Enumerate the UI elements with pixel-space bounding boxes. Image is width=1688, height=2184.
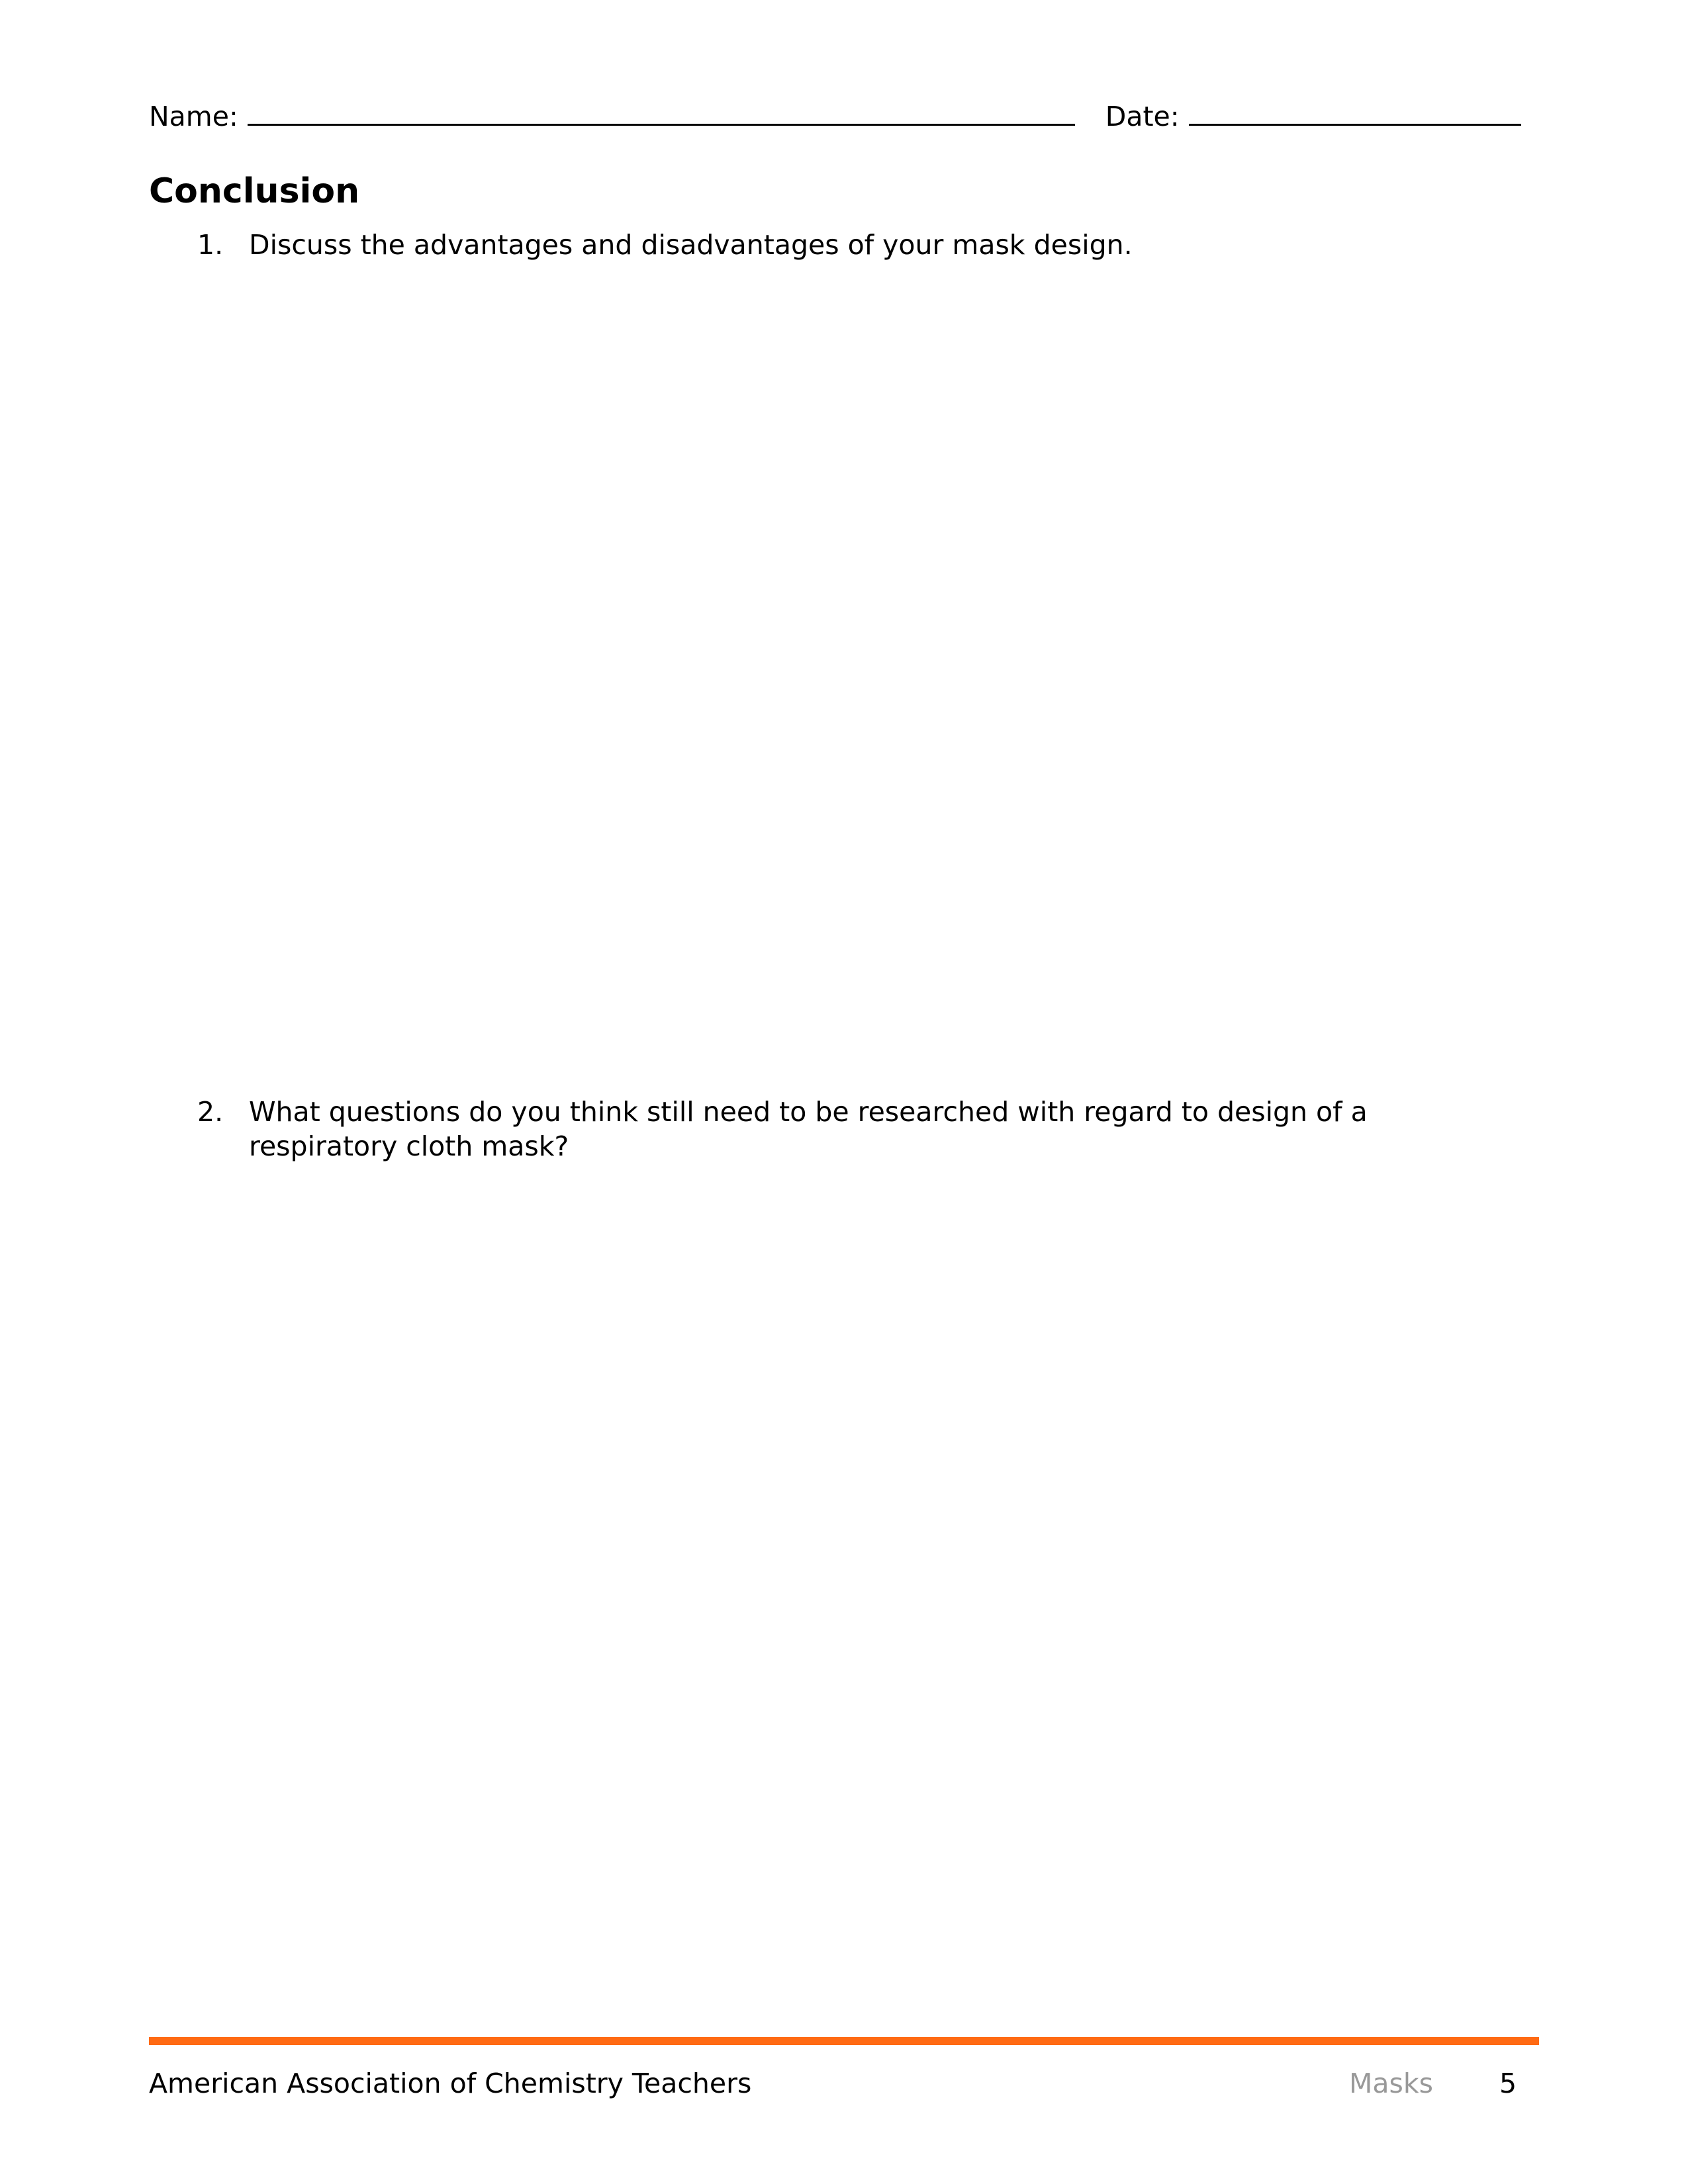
question-number: 1. <box>197 229 224 261</box>
name-field-blank[interactable] <box>248 99 1075 126</box>
student-info-line <box>149 97 1539 136</box>
name-label: Name: <box>149 101 238 132</box>
question-number: 2. <box>197 1096 224 1128</box>
question-1 <box>197 228 1455 262</box>
footer-divider <box>149 2037 1539 2045</box>
footer-organization: American Association of Chemistry Teachers <box>149 2068 752 2099</box>
section-title: Conclusion <box>149 171 360 211</box>
date-field-blank[interactable] <box>1189 99 1521 126</box>
page-number: 5 <box>1499 2068 1517 2099</box>
question-2 <box>197 1095 1455 1163</box>
page-footer <box>149 2064 1539 2103</box>
question-text: Discuss the advantages and disadvantages of your mask design. <box>249 229 1133 261</box>
footer-topic: Masks <box>1349 2068 1433 2099</box>
date-label: Date: <box>1105 101 1180 132</box>
question-text: What questions do you think still need to be researched with regard to design of a respiratory cloth mask? <box>249 1096 1368 1162</box>
